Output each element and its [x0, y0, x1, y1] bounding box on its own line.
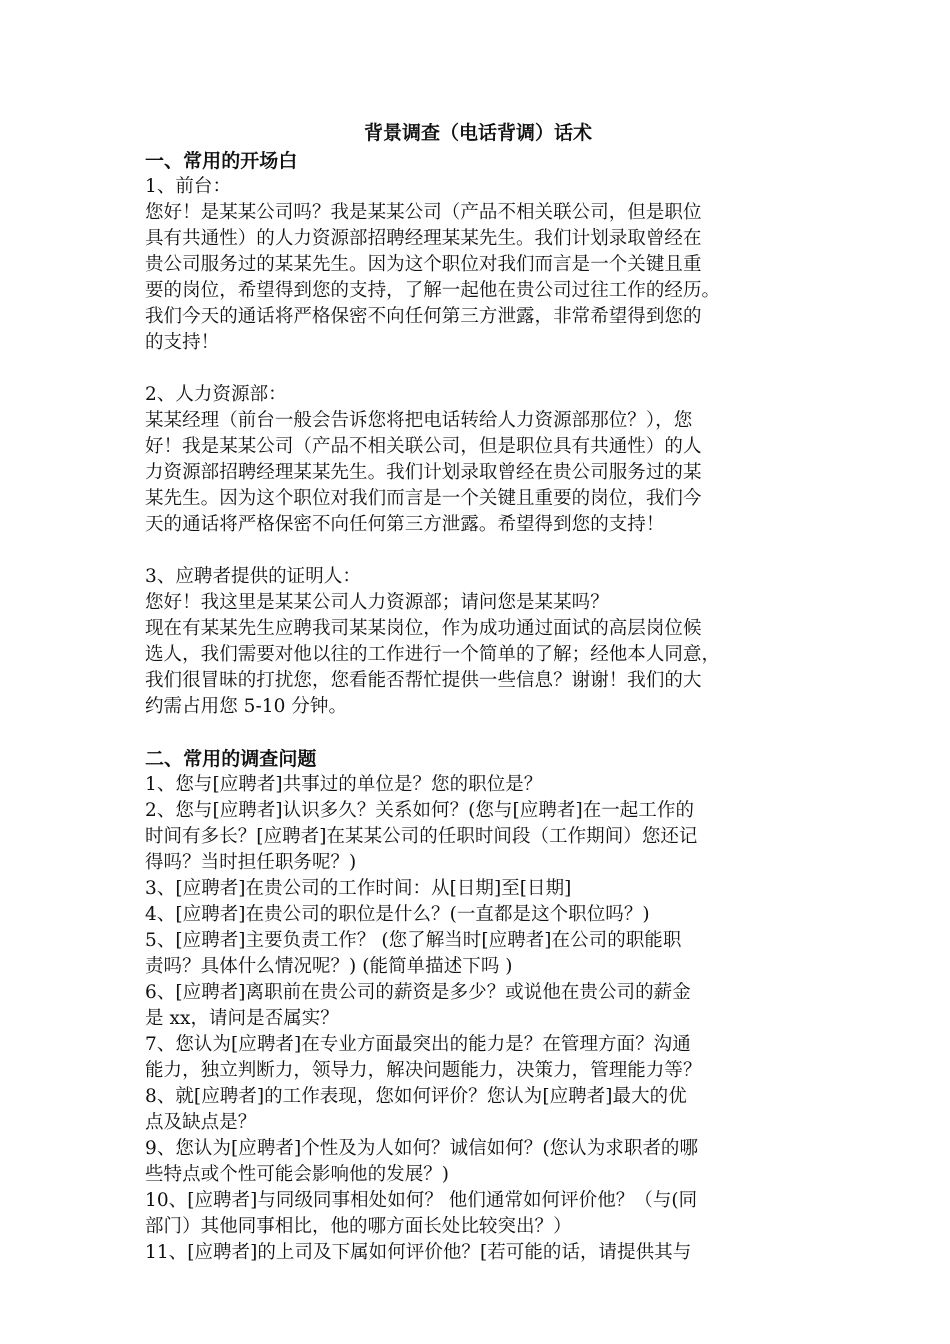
text-line: 贵公司服务过的某某先生。因为这个职位对我们而言是一个关键且重	[145, 254, 702, 275]
section-heading-opening: 一、常用的开场白	[145, 150, 298, 172]
question-line: 得吗？当时担任职务呢？)	[145, 852, 357, 873]
question-line: 11、[应聘者]的上司及下属如何评价他？[若可能的话，请提供其与	[145, 1242, 692, 1263]
text-line: 选人，我们需要对他以往的工作进行一个简单的了解；经他本人同意，	[145, 644, 721, 665]
text-line: 要的岗位，希望得到您的支持，了解一起他在贵公司过往工作的经历。	[145, 280, 721, 301]
document-body	[145, 120, 811, 1266]
question-line: 4、[应聘者]在贵公司的职位是什么？(一直都是这个职位吗？)	[145, 904, 650, 925]
text-line: 您好！我这里是某某公司人力资源部；请问您是某某吗？	[145, 592, 609, 613]
spacer	[145, 720, 811, 746]
question-line: 责吗？具体什么情况呢？) (能简单描述下吗 )	[145, 956, 513, 977]
question-list	[145, 772, 811, 1266]
question-line: 6、[应聘者]离职前在贵公司的薪资是多少？或说他在贵公司的薪金	[145, 982, 691, 1003]
question-line: 点及缺点是？	[145, 1112, 257, 1133]
section-heading-questions: 二、常用的调查问题	[145, 748, 317, 770]
question-line: 2、您与[应聘者]认识多久？关系如何？(您与[应聘者]在一起工作的	[145, 800, 695, 821]
text-line: 约需占用您 5-10 分钟。	[145, 696, 348, 717]
question-line: 些特点或个性可能会影响他的发展？)	[145, 1164, 450, 1185]
text-line: 我们很冒昧的打扰您，您看能否帮忙提供一些信息？谢谢！我们的大	[145, 670, 702, 691]
question-line: 5、[应聘者]主要负责工作？ (您了解当时[应聘者]在公司的职能职	[145, 930, 682, 951]
part-label-referee: 3、应聘者提供的证明人：	[145, 566, 361, 587]
text-line: 某先生。因为这个职位对我们而言是一个关键且重要的岗位，我们今	[145, 488, 702, 509]
paragraph-front-desk	[145, 200, 811, 356]
question-line: 10、[应聘者]与同级同事相处如何？ 他们通常如何评价他？（与(同	[145, 1190, 698, 1211]
text-line: 某某经理（前台一般会告诉您将把电话转给人力资源部那位？），您	[145, 410, 693, 431]
spacer	[145, 538, 811, 564]
text-line: 天的通话将严格保密不向任何第三方泄露。希望得到您的支持！	[145, 514, 665, 535]
part-label-hr: 2、人力资源部：	[145, 384, 287, 405]
question-line: 7、您认为[应聘者]在专业方面最突出的能力是？在管理方面？沟通	[145, 1034, 691, 1055]
text-line: 我们今天的通话将严格保密不向任何第三方泄露，非常希望得到您的	[145, 306, 702, 327]
question-line: 是 xx，请问是否属实？	[145, 1008, 339, 1029]
question-line: 9、您认为[应聘者]个性及为人如何？诚信如何？(您认为求职者的哪	[145, 1138, 699, 1159]
spacer	[145, 356, 811, 382]
paragraph-hr	[145, 408, 811, 538]
question-line: 能力，独立判断力，领导力，解决问题能力，决策力，管理能力等？	[145, 1060, 702, 1081]
question-line: 时间有多长？[应聘者]在某某公司的任职时间段（工作期间）您还记	[145, 826, 698, 847]
question-line: 8、就[应聘者]的工作表现，您如何评价？您认为[应聘者]最大的优	[145, 1086, 687, 1107]
paragraph-referee	[145, 590, 811, 720]
document-title: 背景调查（电话背调）话术	[363, 122, 592, 144]
question-line: 3、[应聘者]在贵公司的工作时间：从[日期]至[日期]	[145, 878, 572, 899]
text-line: 您好！是某某公司吗？我是某某公司（产品不相关联公司，但是职位	[145, 202, 702, 223]
part-label-front-desk: 1、前台：	[145, 176, 232, 197]
text-line: 现在有某某先生应聘我司某某岗位，作为成功通过面试的高层岗位候	[145, 618, 702, 639]
text-line: 的支持！	[145, 332, 220, 353]
text-line: 力资源部招聘经理某某先生。我们计划录取曾经在贵公司服务过的某	[145, 462, 702, 483]
question-line: 1、您与[应聘者]共事过的单位是？您的职位是？	[145, 774, 543, 795]
text-line: 好！我是某某公司（产品不相关联公司，但是职位具有共通性）的人	[145, 436, 702, 457]
question-line: 部门）其他同事相比，他的哪方面长处比较突出？）	[145, 1216, 572, 1237]
text-line: 具有共通性）的人力资源部招聘经理某某先生。我们计划录取曾经在	[145, 228, 702, 249]
